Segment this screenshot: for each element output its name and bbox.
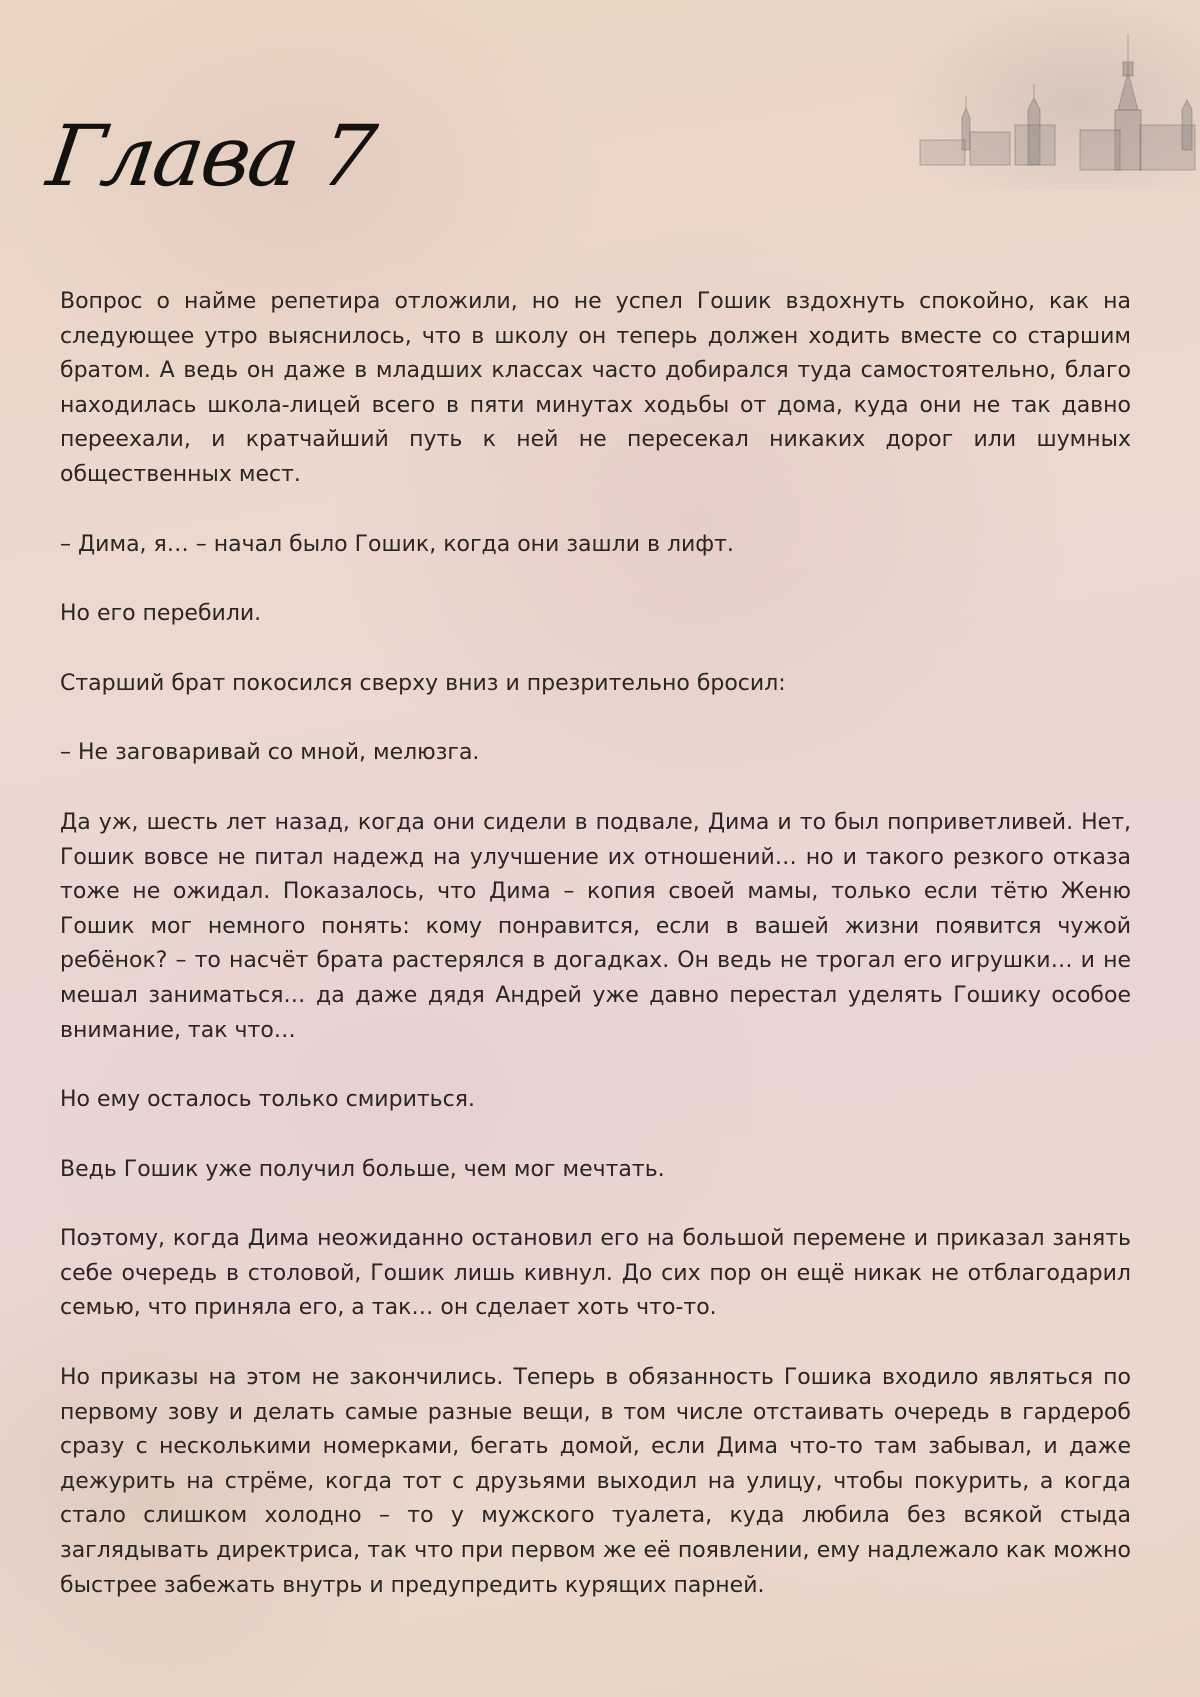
paragraph: Да уж, шесть лет назад, когда они сидели в подвале, Дима и то был поприветливей. Нет, Гошик вовсе не питал надежд на улучшение их отношений… но и такого резкого отказа тоже не ожидал. Показалось, что Дима – копия своей мамы, только если тётю Женю Гошик мог немного понять: кому понравится, если в вашей жизни появится чужой ребёнок? – то насчёт брата растерялся в догадках. Он ведь не трогал его игрушки… и не мешал заниматься… да даже дядя Андрей уже давно перестал уделять Гошику особое внимание, так что…	[60, 809, 1131, 1043]
paragraph: Старший брат покосился сверху вниз и презрительно бросил:	[60, 670, 786, 696]
paragraph: Поэтому, когда Дима неожиданно остановил его на большой перемене и приказал занять себе очередь в столовой, Гошик лишь кивнул. До сих пор он ещё никак не отблагодарил семью, что приняла его, а так… он сделает хоть что-то.	[60, 1226, 1131, 1321]
paragraph: Но приказы на этом не закончились. Теперь в обязанность Гошика входило являться по первому зову и делать самые разные вещи, в том числе отстаивать очередь в гардероб сразу с несколькими номерками, бегать домой, если Дима что-то там забывал, и даже дежурить на стрёме, когда тот с друзьями выходил на улицу, чтобы покурить, а когда стало слишком холодно – то у мужского туалета, куда любила без всякой стыда заглядывать директриса, так что при первом же её появлении, ему надлежало как можно быстрее забежать внутрь и предупредить курящих парней.	[60, 1365, 1131, 1598]
chapter-title-text: Глава 7	[41, 107, 380, 205]
paragraph: – Дима, я… – начал было Гошик, когда они зашли в лифт.	[60, 531, 734, 557]
paragraph: – Не заговаривай со мной, мелюзга.	[60, 740, 480, 766]
chapter-title	[41, 90, 380, 220]
paragraph: Но ему осталось только смириться.	[60, 1087, 475, 1113]
paragraph: Ведь Гошик уже получил больше, чем мог мечтать.	[60, 1156, 665, 1182]
castle-skyline-illustration	[900, 0, 1200, 190]
paragraph: Но его перебили.	[60, 601, 262, 627]
paragraph: Вопрос о найме репетира отложили, но не успел Гошик вздохнуть спокойно, как на следующее утро выяснилось, что в школу он теперь должен ходить вместе со старшим братом. А ведь он даже в младших классах часто добирался туда самостоятельно, благо находилась школа-лицей всего в пяти минутах ходьбы от дома, куда они не так давно переехали, и кратчайший путь к ней не пересекал никаких дорог или шумных общественных мест.	[60, 289, 1131, 487]
chapter-text	[60, 285, 1131, 1603]
